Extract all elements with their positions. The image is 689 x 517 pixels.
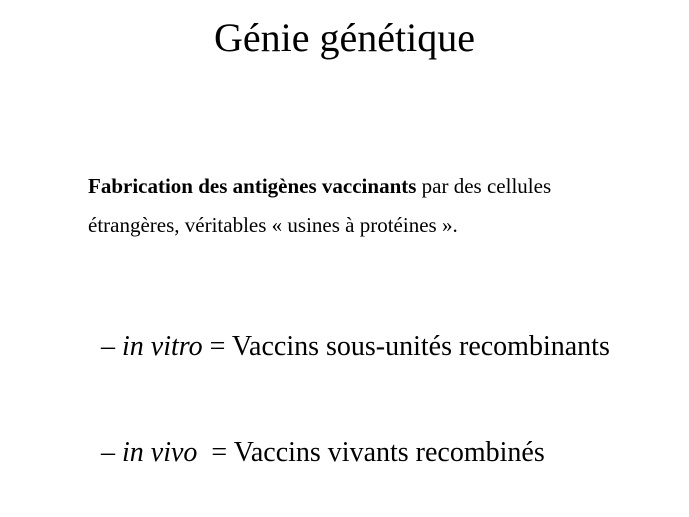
bullet-term: in vivo xyxy=(122,437,198,468)
slide-title: Génie génétique xyxy=(214,15,475,60)
intro-paragraph xyxy=(88,167,608,245)
bullet-equals: = xyxy=(202,331,232,362)
bullet-term: in vitro xyxy=(122,331,203,362)
intro-rest-text: par des cellules étrangères, véritables « usines à protéines ». xyxy=(88,174,552,237)
bullet-dash: – xyxy=(101,437,122,468)
bullet-in-vivo xyxy=(101,432,661,474)
bullet-text: Vaccins sous-unités recombinants xyxy=(231,331,610,362)
intro-bold-text: Fabrication des antigènes vaccinants xyxy=(88,174,417,198)
bullet-in-vitro xyxy=(101,326,661,368)
bullet-dash: – xyxy=(101,331,122,362)
bullet-text: Vaccins vivants recombinés xyxy=(233,437,545,468)
bullet-equals: = xyxy=(197,437,234,468)
